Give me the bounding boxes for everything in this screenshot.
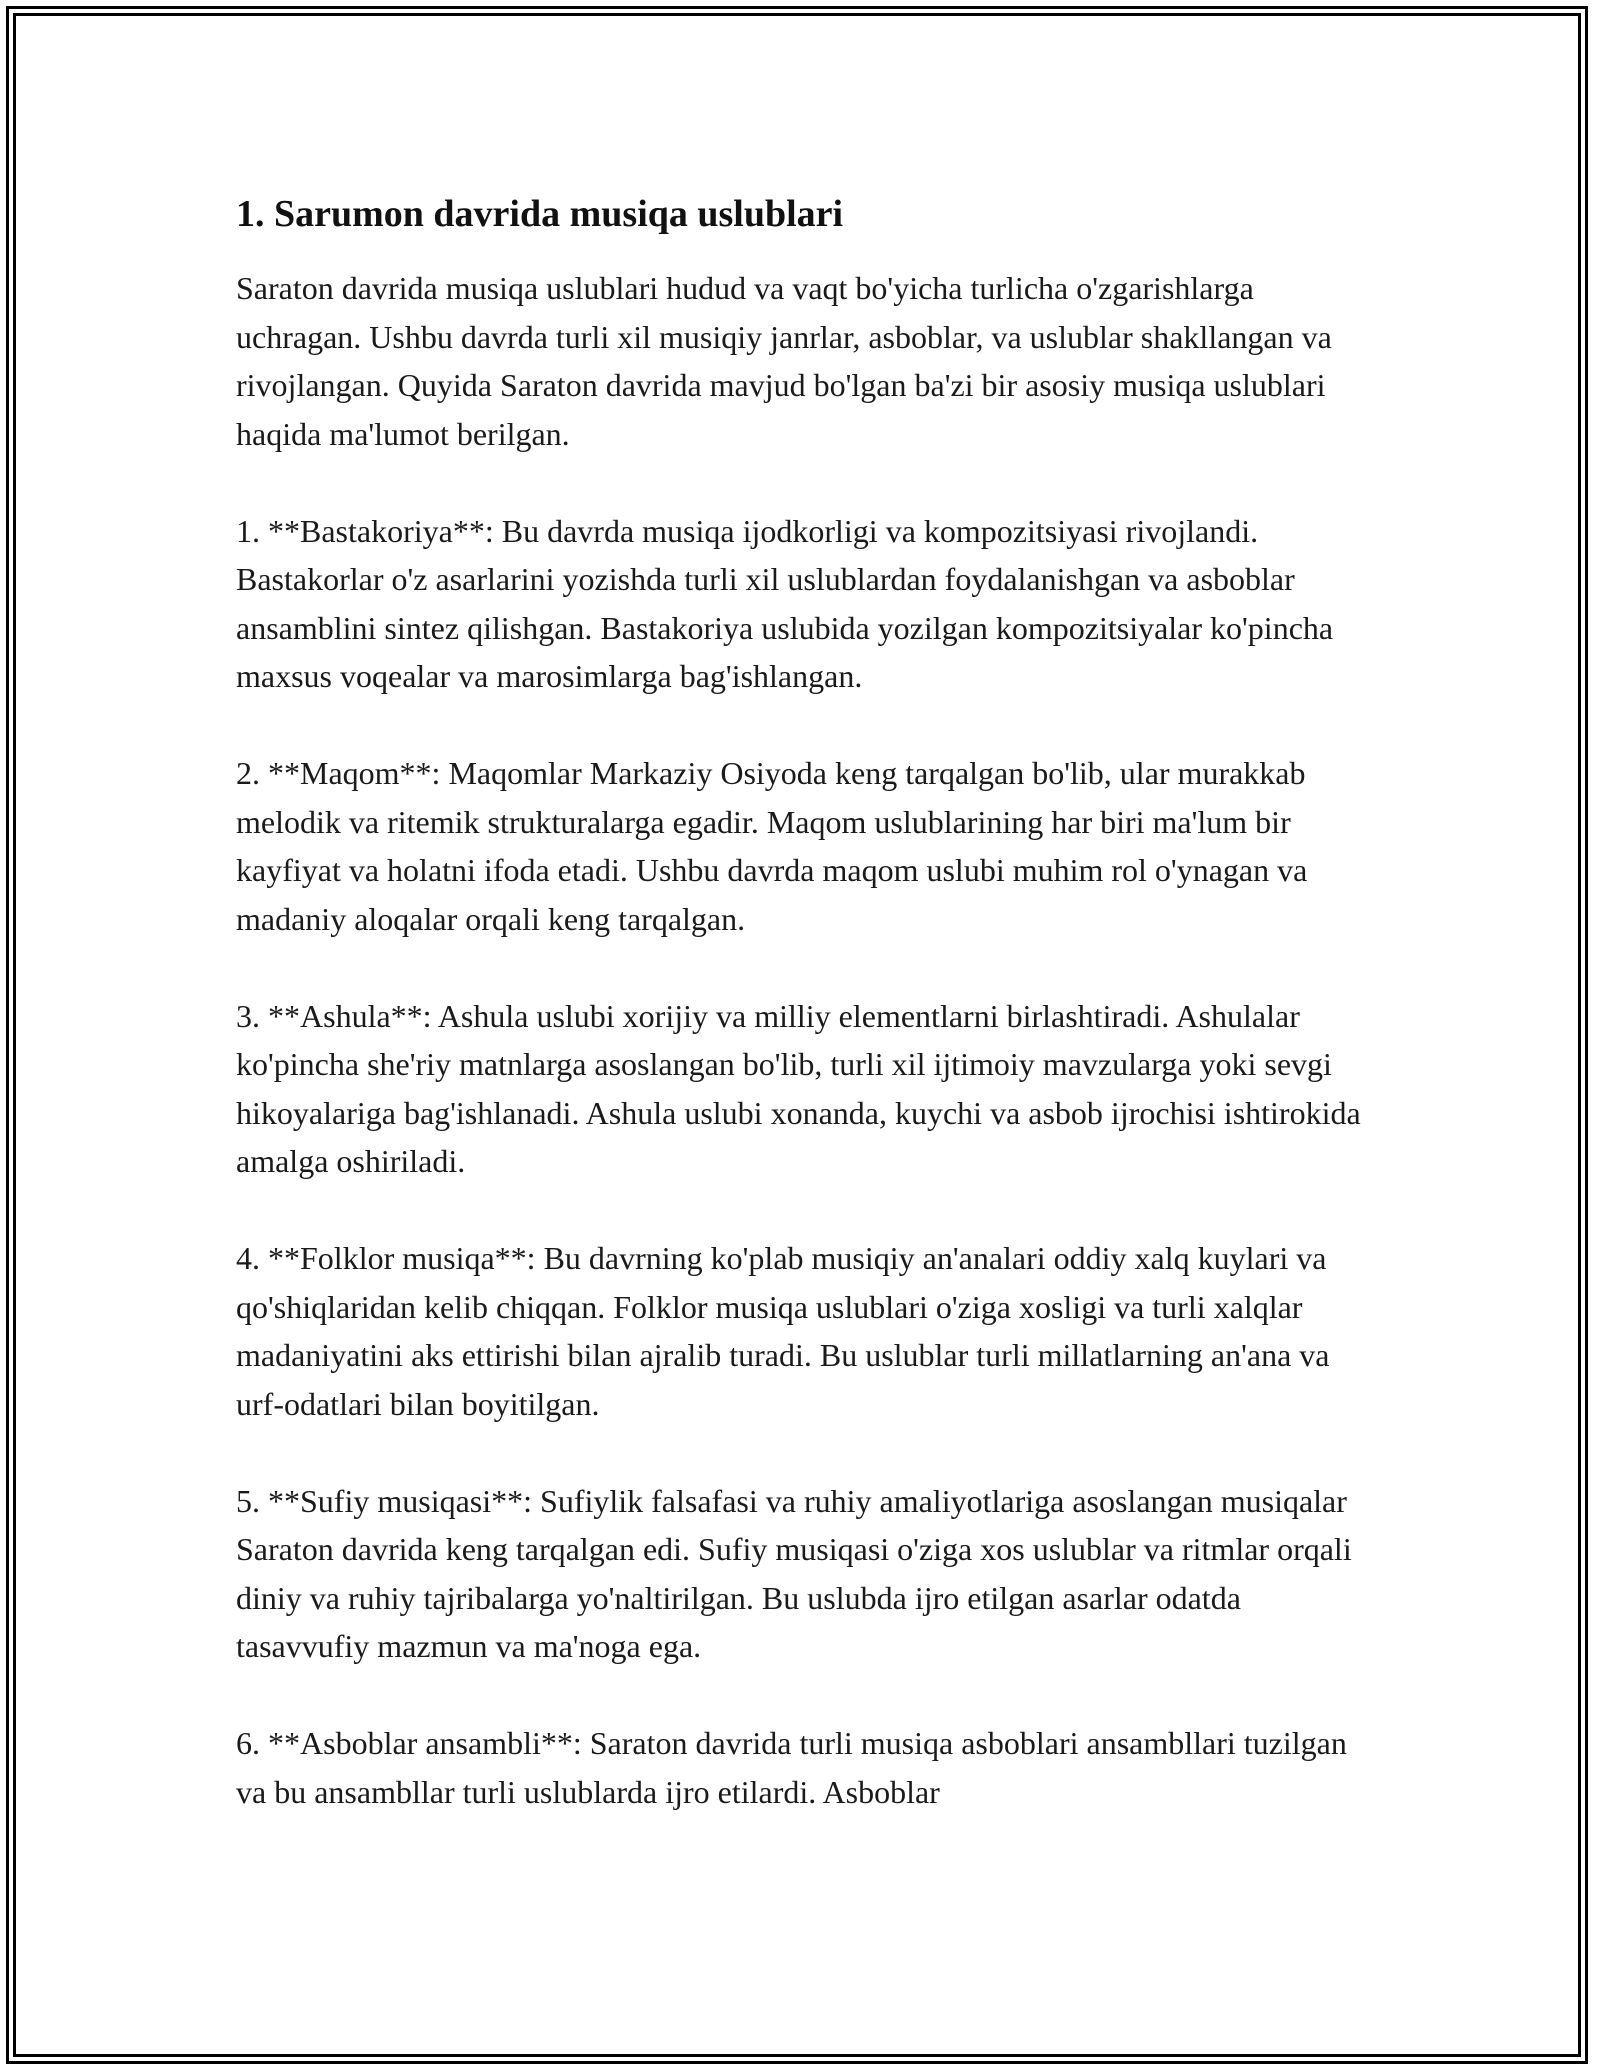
intro-paragraph: Saraton davrida musiqa uslublari hudud va vaqt bo'yicha turlicha o'zgarishlarga uchragan. Ushbu davrda turli xil musiqiy janrlar, asboblar, va uslublar shakllangan va rivojlangan. Quyida Saraton davrida mavjud bo'lgan ba'zi bir asosiy musiqa uslublari haqida ma'lumot berilgan. — [236, 270, 1332, 452]
paragraph-bastakoriya: 1. **Bastakoriya**: Bu davrda musiqa ijodkorligi va kompozitsiyasi rivojlandi. Bastakorlar o'z asarlarini yozishda turli xil uslublardan foydalanishgan va asboblar ansamblini sintez qilishgan. Bastakoriya uslubida yozilgan kompozitsiyalar ko'pincha maxsus voqealar va marosimlarga bag'ishlangan. — [236, 512, 1334, 694]
paragraph-asboblar-ansambli: 6. **Asboblar ansambli**: Saraton davrida turli musiqa asboblari ansambllari tuzilgan va bu ansambllar turli uslublarda ijro etilardi. Asboblar — [236, 1725, 1347, 1810]
paragraph-folklor-musiqa: 4. **Folklor musiqa**: Bu davrning ko'plab musiqiy an'analari oddiy xalq kuylari va qo'shiqlaridan kelib chiqqan. Folklor musiqa uslublari o'ziga xosligi va turli xalqlar madaniyatini aks ettirishi bilan ajralib turadi. Bu uslublar turli millatlarning an'ana va urf-odatlari bilan boyitilgan. — [236, 1240, 1330, 1422]
paragraph-maqom: 2. **Maqom**: Maqomlar Markaziy Osiyoda keng tarqalgan bo'lib, ular murakkab melodik va ritemik strukturalarga egadir. Maqom uslublarining har biri ma'lum bir kayfiyat va holatni ifoda etadi. Ushbu davrda maqom uslubi muhim rol o'ynagan va madaniy aloqalar orqali keng tarqalgan. — [236, 755, 1308, 937]
section-heading: 1. Sarumon davrida musiqa uslublari — [236, 193, 844, 235]
paragraph-sufiy-musiqasi: 5. **Sufiy musiqasi**: Sufiylik falsafasi va ruhiy amaliyotlariga asoslangan musiqalar Saraton davrida keng tarqalgan edi. Sufiy musiqasi o'ziga xos uslublar va ritmlar orqali diniy va ruhiy tajribalarga yo'naltirilgan. Bu uslubda ijro etilgan asarlar odatda tasavvufiy mazmun va ma'noga ega. — [236, 1482, 1352, 1664]
document-body — [236, 186, 1376, 1816]
paragraph-ashula: 3. **Ashula**: Ashula uslubi xorijiy va milliy elementlarni birlashtiradi. Ashulalar ko'pincha she'riy matnlarga asoslangan bo'lib, turli xil ijtimoiy mavzularga yoki sevgi hikoyalariga bag'ishlanadi. Ashula uslubi xonanda, kuychi va asbob ijrochisi ishtirokida amalga oshiriladi. — [236, 997, 1361, 1179]
